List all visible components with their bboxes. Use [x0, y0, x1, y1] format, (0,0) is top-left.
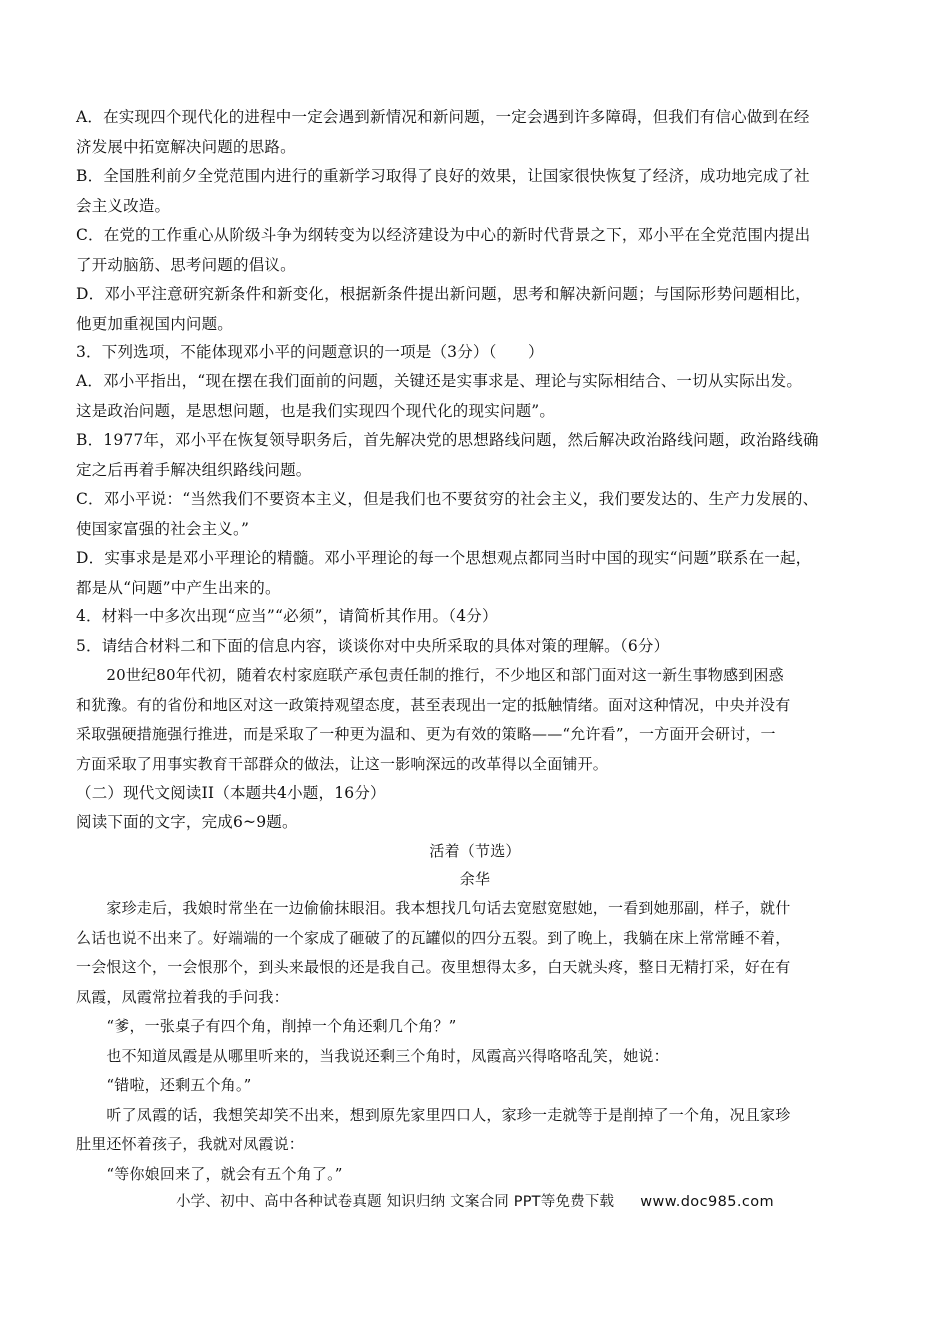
story-line-9: 肚里还怀着孩子，我就对凤霞说：: [76, 1135, 305, 1153]
q3-option-b-line2: 定之后再着手解决组织路线问题。: [76, 461, 312, 479]
q3-option-a-line1: A．邓小平指出，“现在摆在我们面前的问题，关键还是实事求是、理论与实际相结合、一切从实际出发。: [76, 372, 803, 390]
q3-option-b-line1: B．1977年，邓小平在恢复领导职务后，首先解决党的思想路线问题，然后解决政治路线问题，政治路线确: [76, 431, 819, 449]
story-line-8: 听了凤霞的话，我想笑却笑不出来，想到原先家里四口人，家珍一走就等于是削掉了一个角，况且家珍: [76, 1106, 791, 1124]
q2-option-c-line1: C．在党的工作重心从阶级斗争为纲转变为以经济建设为中心的新时代背景之下，邓小平在全党范围内提出: [76, 226, 811, 244]
q2-option-a-line2: 济发展中拓宽解决问题的思路。: [76, 138, 296, 156]
story-line-5: “爹，一张桌子有四个角，削掉一个角还剩几个角？”: [76, 1017, 457, 1035]
q3-stem: 3．下列选项，不能体现邓小平的问题意识的一项是（3分）（ ）: [76, 343, 544, 361]
q4-stem: 4．材料一中多次出现“应当”“必须”，请简析其作用。（4分）: [76, 607, 498, 625]
reading-instruction: 阅读下面的文字，完成6~9题。: [76, 813, 298, 831]
q3-option-c-line1: C．邓小平说：“当然我们不要资本主义，但是我们也不要贫穷的社会主义，我们要发达的、生产力发展的、: [76, 490, 819, 508]
q3-option-d-line1: D．实事求是是邓小平理论的精髓。邓小平理论的每一个思想观点都同当时中国的现实“问题”联系在一起，: [76, 549, 812, 567]
page-footer: [0, 1192, 950, 1212]
q3-option-a-line2: 这是政治问题，是思想问题，也是我们实现四个现代化的现实问题”。: [76, 402, 556, 420]
q3-option-c-line2: 使国家富强的社会主义。”: [76, 520, 250, 538]
story-line-6: 也不知道凤霞是从哪里听来的，当我说还剩三个角时，凤霞高兴得咯咯乱笑，她说：: [76, 1047, 669, 1065]
q2-option-a-line1: A．在实现四个现代化的进程中一定会遇到新情况和新问题，一定会遇到许多障碍，但我们有信心做到在经: [76, 108, 810, 126]
info-paragraph-line1: 20世纪80年代初，随着农村家庭联产承包责任制的推行，不少地区和部门面对这一新生事物感到困惑: [76, 666, 784, 684]
q2-option-d-line1: D．邓小平注意研究新条件和新变化，根据新条件提出新问题，思考和解决新问题；与国际形势问题相比，: [76, 285, 811, 303]
info-paragraph-line3: 采取强硬措施强行推进，而是采取了一种更为温和、更为有效的策略——“允许看”，一方面开会研讨，一: [76, 725, 776, 743]
q3-option-d-line2: 都是从“问题”中产生出来的。: [76, 579, 281, 597]
story-author: 余华: [459, 870, 491, 888]
section-heading: （二）现代文阅读II（本题共4小题，16分）: [76, 784, 386, 802]
story-line-4: 凤霞，凤霞常拉着我的手问我：: [76, 988, 289, 1006]
q2-option-d-line2: 他更加重视国内问题。: [76, 315, 234, 333]
info-paragraph-line4: 方面采取了用事实教育干部群众的做法，让这一影响深远的改革得以全面铺开。: [76, 755, 609, 773]
footer-text: 小学、初中、高中各种试卷真题 知识归纳 文案合同 PPT等免费下载: [175, 1194, 615, 1210]
q2-option-b-line2: 会主义改造。: [76, 197, 171, 215]
story-line-3: 一会恨这个，一会恨那个，到头来最恨的还是我自己。夜里想得太多，白天就头疼，整日无精打采，好在有: [76, 958, 791, 976]
story-line-2: 么话也说不出来了。好端端的一个家成了砸破了的瓦罐似的四分五裂。到了晚上，我躺在床上常常睡不着，: [76, 929, 791, 947]
q5-stem: 5．请结合材料二和下面的信息内容，谈谈你对中央所采取的具体对策的理解。（6分）: [76, 637, 670, 655]
info-paragraph-line2: 和犹豫。有的省份和地区对这一政策持观望态度，甚至表现出一定的抵触情绪。面对这种情况，中央并没有: [76, 696, 791, 714]
footer-site-link[interactable]: www.doc985.com: [640, 1194, 775, 1210]
q2-option-b-line1: B．全国胜利前夕全党范围内进行的重新学习取得了良好的效果，让国家很快恢复了经济，成功地完成了社: [76, 167, 810, 185]
story-line-7: “错啦，还剩五个角。”: [76, 1076, 252, 1094]
q2-option-c-line2: 了开动脑筋、思考问题的倡议。: [76, 256, 296, 274]
story-title: 活着（节选）: [429, 842, 521, 860]
story-line-1: 家珍走后，我娘时常坐在一边偷偷抹眼泪。我本想找几句话去宽慰宽慰她，一看到她那副，样子，就什: [76, 899, 791, 917]
story-line-10: “等你娘回来了，就会有五个角了。”: [76, 1165, 343, 1183]
